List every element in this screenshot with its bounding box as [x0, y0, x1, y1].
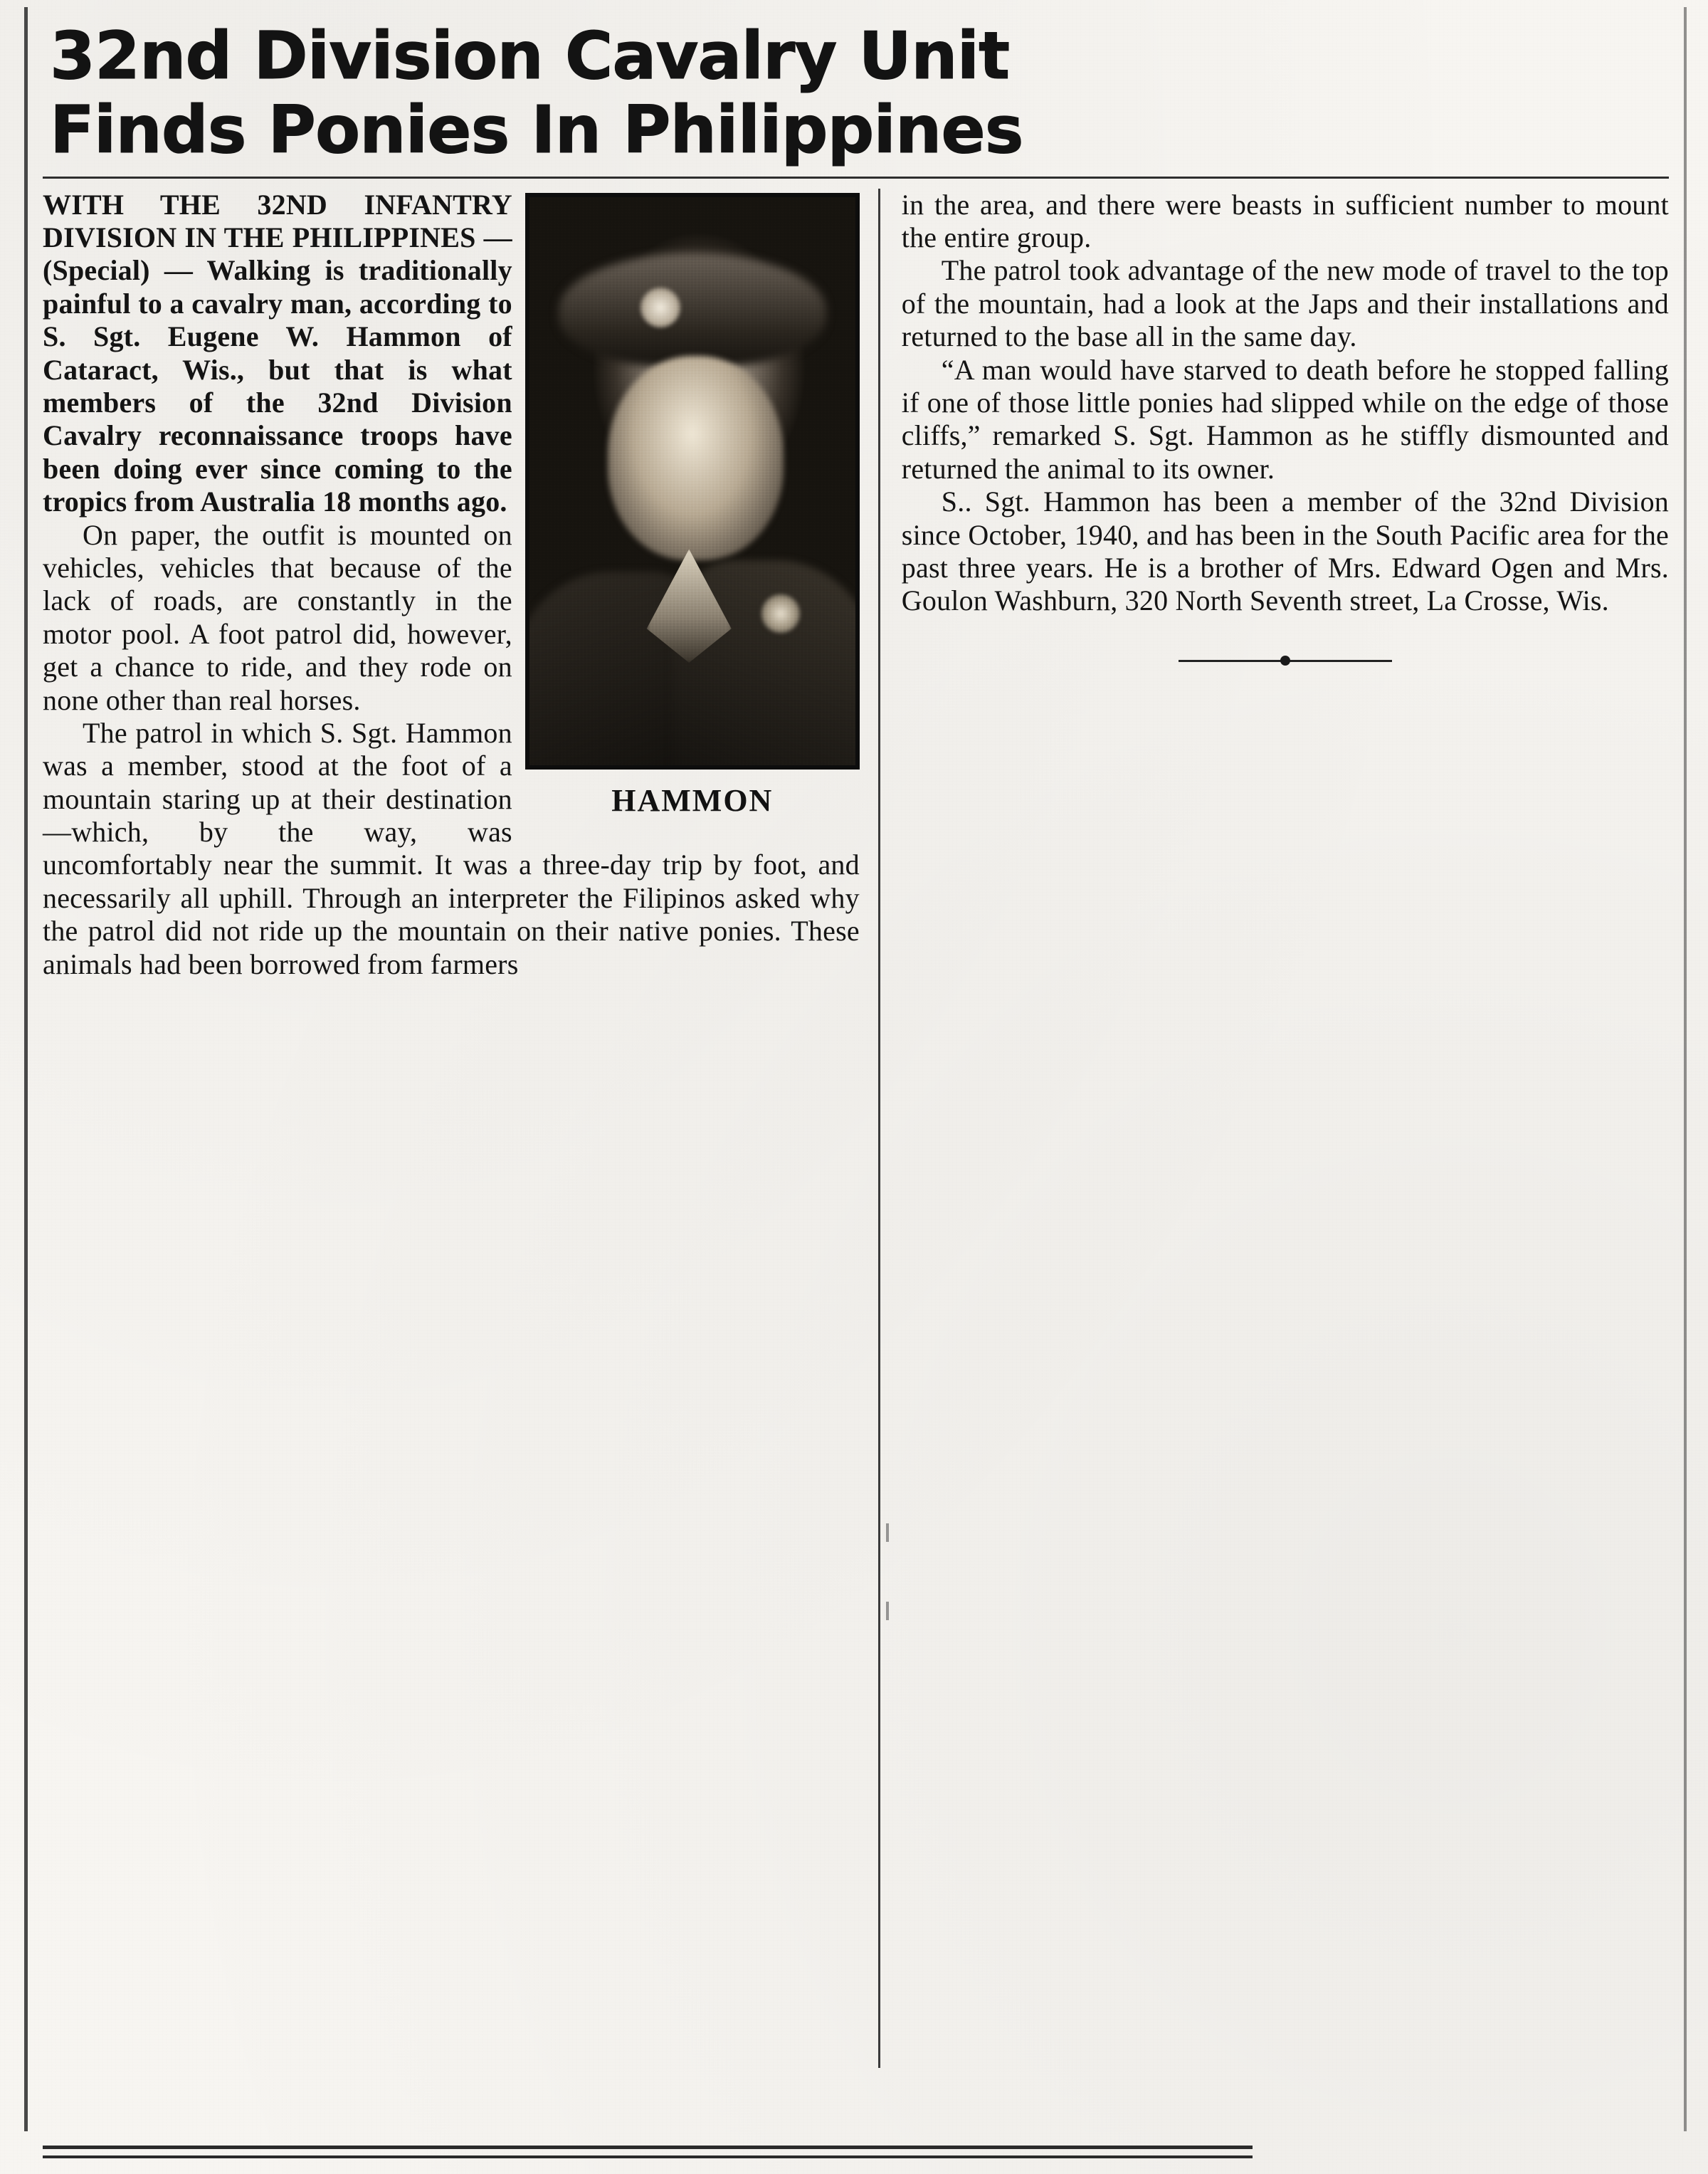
portrait-photo: [525, 193, 860, 770]
paragraph-right-2: The patrol took advantage of the new mode of travel to the top of the mountain, had a look at the Japs and their installations and returned to the base all in the same day.: [901, 254, 1669, 353]
headline-divider: [43, 177, 1669, 179]
paragraph-left-3: The patrol in which S. Sgt. Hammon was a member, stood at the foot of a mountain staring up at their destination—which, by the way, was uncomfortably near the summit. It was a three-day trip by foot, and necessarily all uphill. Through an interpreter the Filipinos asked why the patrol did not ride up the mountain on their native ponies. These animals had been borrowed from farmers: [43, 716, 860, 980]
paragraph-right-3: “A man would have starved to death before he stopped falling if one of those little ponies had slipped while on the edge of those cliffs,” remarked S. Sgt. Hammon as he stiffly dismounted and returned the animal to its owner.: [901, 353, 1669, 485]
clipping-right-border: [1684, 7, 1687, 2131]
bottom-divider: [43, 2146, 1253, 2158]
article-columns: [43, 189, 1669, 2068]
photo-caption: HAMMON: [611, 782, 774, 818]
gutter-speck: [886, 1523, 889, 1542]
bottom-rule-top: [43, 2146, 1253, 2149]
bottom-rule-bottom: [43, 2155, 1253, 2158]
paragraph-lead: WITH THE 32ND INFANTRY DIVISION IN THE PHILIPPINES — (Special) — Walking is traditionally painful to a cavalry man, according to S. Sgt. Eugene W. Hammon of Cataract, Wis., but that is what members of the 32nd Division Cavalry reconnaissance troops have been doing ever since coming to the tropics from Australia 18 months ago.: [43, 188, 512, 518]
headline-line-2: Finds Ponies In Philippines: [50, 91, 1023, 168]
paragraph-right-4: S.. Sgt. Hammon has been a member of the 32nd Division since October, 1940, and has been in the South Pacific area for the past three years. He is a brother of Mrs. Edward Ogen and Mrs. Goulon Washburn, 320 North Seventh street, La Crosse, Wis.: [901, 485, 1669, 617]
end-of-article-ornament: [1179, 652, 1392, 669]
headline-line-1: 32nd Division Cavalry Unit: [50, 18, 1010, 94]
photo-halftone-grain: [529, 197, 855, 765]
paragraph-left-2: On paper, the outfit is mounted on vehicles, vehicles that because of the lack of roads, are constantly in the motor pool. A foot patrol did, however, get a chance to ride, and they rode on none other than real horses.: [43, 518, 512, 716]
article-headline: [43, 17, 1669, 168]
paragraph-right-1: in the area, and there were beasts in sufficient number to mount the entire group.: [901, 188, 1669, 254]
article-content: [43, 17, 1669, 2157]
ornament-dot: [1280, 656, 1290, 666]
photo-figure: [525, 193, 860, 819]
gutter-speck: [886, 1602, 889, 1620]
left-column: [43, 189, 880, 2068]
right-column: [880, 189, 1669, 2068]
clipping-left-border: [24, 7, 28, 2131]
